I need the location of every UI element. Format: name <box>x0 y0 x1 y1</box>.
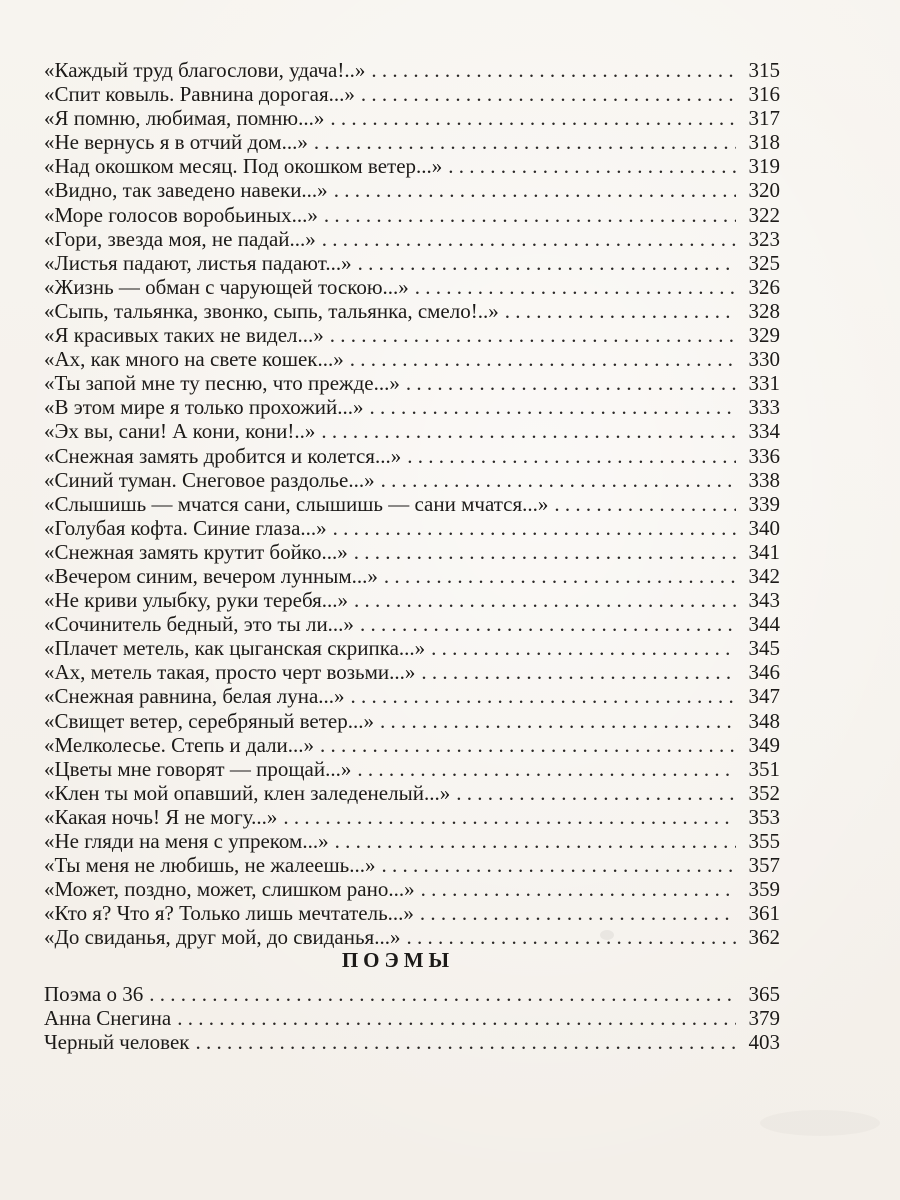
toc-entry-page-number: 338 <box>748 467 780 492</box>
dot-leader <box>358 251 736 275</box>
toc-entry-title: «Ты меня не любишь, не жалеешь...» <box>44 853 376 878</box>
dot-leader <box>415 275 736 299</box>
toc-entry-title: «Цветы мне говорят — прощай...» <box>44 756 352 781</box>
toc-entry <box>44 853 780 877</box>
toc-entry <box>44 130 780 154</box>
toc-entry-page-number: 334 <box>748 419 780 444</box>
toc-entry <box>44 588 780 612</box>
paper-smudge <box>760 1110 880 1136</box>
toc-entry <box>44 323 780 347</box>
dot-leader <box>456 781 736 805</box>
toc-entry <box>44 1006 780 1030</box>
toc-entry <box>44 227 780 251</box>
toc-entry-title: «Ты запой мне ту песню, что прежде...» <box>44 371 400 396</box>
dot-leader <box>335 829 736 853</box>
toc-entry <box>44 203 780 227</box>
toc-entry-page-number: 362 <box>748 925 780 950</box>
toc-entry <box>44 829 780 853</box>
toc-entry <box>44 371 780 395</box>
toc-entry <box>44 1030 780 1054</box>
dot-leader <box>361 82 736 106</box>
toc-entry-page-number: 379 <box>748 1006 780 1031</box>
toc-entry-page-number: 319 <box>748 154 780 179</box>
toc-entry-title: «Снежная замять дробится и колется...» <box>44 443 402 468</box>
toc-entry-page-number: 343 <box>748 588 780 613</box>
dot-leader <box>382 853 737 877</box>
toc-entry <box>44 516 780 540</box>
dot-leader <box>381 468 736 492</box>
toc-entry <box>44 660 780 684</box>
dot-leader <box>357 757 736 781</box>
table-of-contents-long-poems <box>44 982 780 1055</box>
dot-leader <box>448 154 736 178</box>
toc-entry-page-number: 328 <box>748 298 780 323</box>
toc-entry-title: «Спит ковыль. Равнина дорогая...» <box>44 82 355 107</box>
toc-entry-title: «Голубая кофта. Синие глаза...» <box>44 515 327 540</box>
dot-leader <box>330 323 736 347</box>
toc-entry-page-number: 316 <box>748 82 780 107</box>
dot-leader <box>431 636 736 660</box>
toc-entry-page-number: 320 <box>748 178 780 203</box>
dot-leader <box>384 564 736 588</box>
dot-leader <box>406 925 736 949</box>
toc-entry-page-number: 317 <box>748 106 780 131</box>
toc-entry-title: «Плачет метель, как цыганская скрипка...» <box>44 636 426 661</box>
dot-leader <box>406 371 736 395</box>
toc-entry <box>44 58 780 82</box>
toc-entry-title: «Кто я? Что я? Только лишь мечтатель...» <box>44 901 414 926</box>
dot-leader <box>320 733 736 757</box>
toc-entry <box>44 395 780 419</box>
dot-leader <box>421 660 736 684</box>
toc-entry-title: «Гори, звезда моя, не падай...» <box>44 226 316 251</box>
dot-leader <box>324 203 736 227</box>
toc-entry-title: «Ах, метель такая, просто черт возьми...» <box>44 660 416 685</box>
dot-leader <box>177 1006 736 1030</box>
toc-entry <box>44 982 780 1006</box>
toc-entry-page-number: 330 <box>748 347 780 372</box>
toc-entry <box>44 347 780 371</box>
toc-entry-page-number: 331 <box>748 371 780 396</box>
dot-leader <box>350 347 736 371</box>
toc-entry-page-number: 348 <box>748 708 780 733</box>
dot-leader <box>371 58 736 82</box>
toc-entry <box>44 540 780 564</box>
toc-entry <box>44 925 780 949</box>
toc-entry <box>44 781 780 805</box>
dot-leader <box>354 588 736 612</box>
toc-entry-title: Поэма о 36 <box>44 982 144 1006</box>
toc-entry <box>44 733 780 757</box>
toc-entry-title: «Может, поздно, может, слишком рано...» <box>44 877 415 902</box>
toc-entry-page-number: 359 <box>748 877 780 902</box>
toc-entry-page-number: 353 <box>748 804 780 829</box>
toc-entry-page-number: 349 <box>748 732 780 757</box>
toc-entry <box>44 636 780 660</box>
toc-entry-title: «Снежная равнина, белая луна...» <box>44 684 345 709</box>
toc-entry-page-number: 342 <box>748 563 780 588</box>
toc-entry-title: «Какая ночь! Я не могу...» <box>44 804 278 829</box>
toc-entry-title: «Сыпь, тальянка, звонко, сыпь, тальянка, смело!..» <box>44 298 499 323</box>
toc-entry-page-number: 318 <box>748 130 780 155</box>
toc-entry-page-number: 325 <box>748 250 780 275</box>
toc-entry-title: «Клен ты мой опавший, клен заледенелый...» <box>44 780 451 805</box>
toc-entry <box>44 251 780 275</box>
toc-entry-title: «Видно, так заведено навеки...» <box>44 178 328 203</box>
dot-leader <box>421 877 736 901</box>
dot-leader <box>505 299 736 323</box>
toc-entry <box>44 178 780 202</box>
toc-entry-title: «Сочинитель бедный, это ты ли...» <box>44 612 354 637</box>
toc-entry <box>44 564 780 588</box>
toc-entry-page-number: 333 <box>748 395 780 420</box>
toc-entry-title: «До свиданья, друг мой, до свиданья...» <box>44 925 401 950</box>
toc-entry-page-number: 323 <box>748 226 780 251</box>
toc-entry-page-number: 326 <box>748 274 780 299</box>
toc-entry <box>44 154 780 178</box>
dot-leader <box>380 709 736 733</box>
toc-entry-title: «Каждый труд благослови, удача!..» <box>44 58 366 82</box>
toc-entry <box>44 492 780 516</box>
dot-leader <box>407 444 736 468</box>
toc-entry-title: «Не гляди на меня с упреком...» <box>44 829 329 853</box>
dot-leader <box>333 516 736 540</box>
dot-leader <box>554 492 736 516</box>
toc-entry-page-number: 344 <box>748 612 780 637</box>
toc-entry-title: «Синий туман. Снеговое раздолье...» <box>44 467 375 492</box>
toc-entry-page-number: 340 <box>748 515 780 540</box>
toc-entry-title: «Слышишь — мчатся сани, слышишь — сани мчатся...» <box>44 491 549 516</box>
toc-entry <box>44 444 780 468</box>
toc-entry <box>44 612 780 636</box>
dot-leader <box>360 612 736 636</box>
toc-entry-title: «Не криви улыбку, руки теребя...» <box>44 588 349 613</box>
toc-entry-title: «Я помню, любимая, помню...» <box>44 106 325 131</box>
toc-entry-page-number: 357 <box>748 853 780 878</box>
toc-entry-page-number: 341 <box>748 539 780 564</box>
toc-entry <box>44 275 780 299</box>
toc-entry <box>44 901 780 925</box>
toc-entry-page-number: 355 <box>748 829 780 853</box>
toc-entry-title: «Мелколесье. Степь и дали...» <box>44 732 315 757</box>
toc-entry-page-number: 345 <box>748 636 780 661</box>
dot-leader <box>370 395 736 419</box>
toc-entry <box>44 684 780 708</box>
toc-entry-page-number: 346 <box>748 660 780 685</box>
toc-entry-page-number: 336 <box>748 443 780 468</box>
dot-leader <box>354 540 736 564</box>
toc-entry <box>44 877 780 901</box>
toc-entry <box>44 757 780 781</box>
table-of-contents-poems <box>44 58 780 949</box>
dot-leader <box>321 419 736 443</box>
dot-leader <box>283 805 736 829</box>
toc-entry-page-number: 361 <box>748 901 780 926</box>
dot-leader <box>420 901 736 925</box>
dot-leader <box>334 178 736 202</box>
dot-leader <box>195 1030 736 1054</box>
toc-entry-title: «Листья падают, листья падают...» <box>44 250 352 275</box>
toc-entry <box>44 468 780 492</box>
toc-entry <box>44 805 780 829</box>
toc-entry-page-number: 347 <box>748 684 780 709</box>
toc-entry <box>44 106 780 130</box>
toc-entry-title: Анна Снегина <box>44 1006 172 1031</box>
toc-entry-title: «Я красивых таких не видел...» <box>44 323 324 348</box>
toc-entry-title: «В этом мире я только прохожий...» <box>44 395 364 420</box>
toc-entry-page-number: 329 <box>748 323 780 348</box>
toc-entry-title: «Эх вы, сани! А кони, кони!..» <box>44 419 316 444</box>
toc-entry-title: «Море голосов воробьиных...» <box>44 202 318 227</box>
dot-leader <box>322 227 736 251</box>
toc-entry-title: «Снежная замять крутит бойко...» <box>44 539 348 564</box>
toc-entry <box>44 82 780 106</box>
toc-entry-page-number: 365 <box>748 982 780 1006</box>
toc-entry-title: «Ах, как много на свете кошек...» <box>44 347 344 372</box>
toc-entry-page-number: 352 <box>748 780 780 805</box>
toc-entry-page-number: 339 <box>748 491 780 516</box>
toc-entry <box>44 419 780 443</box>
toc-entry-title: «Не вернусь я в отчий дом...» <box>44 130 308 155</box>
toc-entry-page-number: 403 <box>748 1030 780 1055</box>
dot-leader <box>330 106 736 130</box>
toc-entry-title: «Жизнь — обман с чарующей тоскою...» <box>44 274 409 299</box>
toc-entry <box>44 709 780 733</box>
toc-entry-page-number: 351 <box>748 756 780 781</box>
dot-leader <box>149 982 736 1006</box>
toc-entry-title: «Вечером синим, вечером лунным...» <box>44 563 378 588</box>
dot-leader <box>351 684 736 708</box>
toc-entry-title: «Над окошком месяц. Под окошком ветер...» <box>44 154 443 179</box>
toc-entry-title: «Свищет ветер, серебряный ветер...» <box>44 708 374 733</box>
toc-entry-page-number: 315 <box>748 58 780 82</box>
dot-leader <box>314 130 736 154</box>
toc-entry-page-number: 322 <box>748 202 780 227</box>
toc-entry <box>44 299 780 323</box>
section-heading: ПОЭМЫ <box>341 948 455 972</box>
toc-entry-title: Черный человек <box>44 1030 190 1055</box>
